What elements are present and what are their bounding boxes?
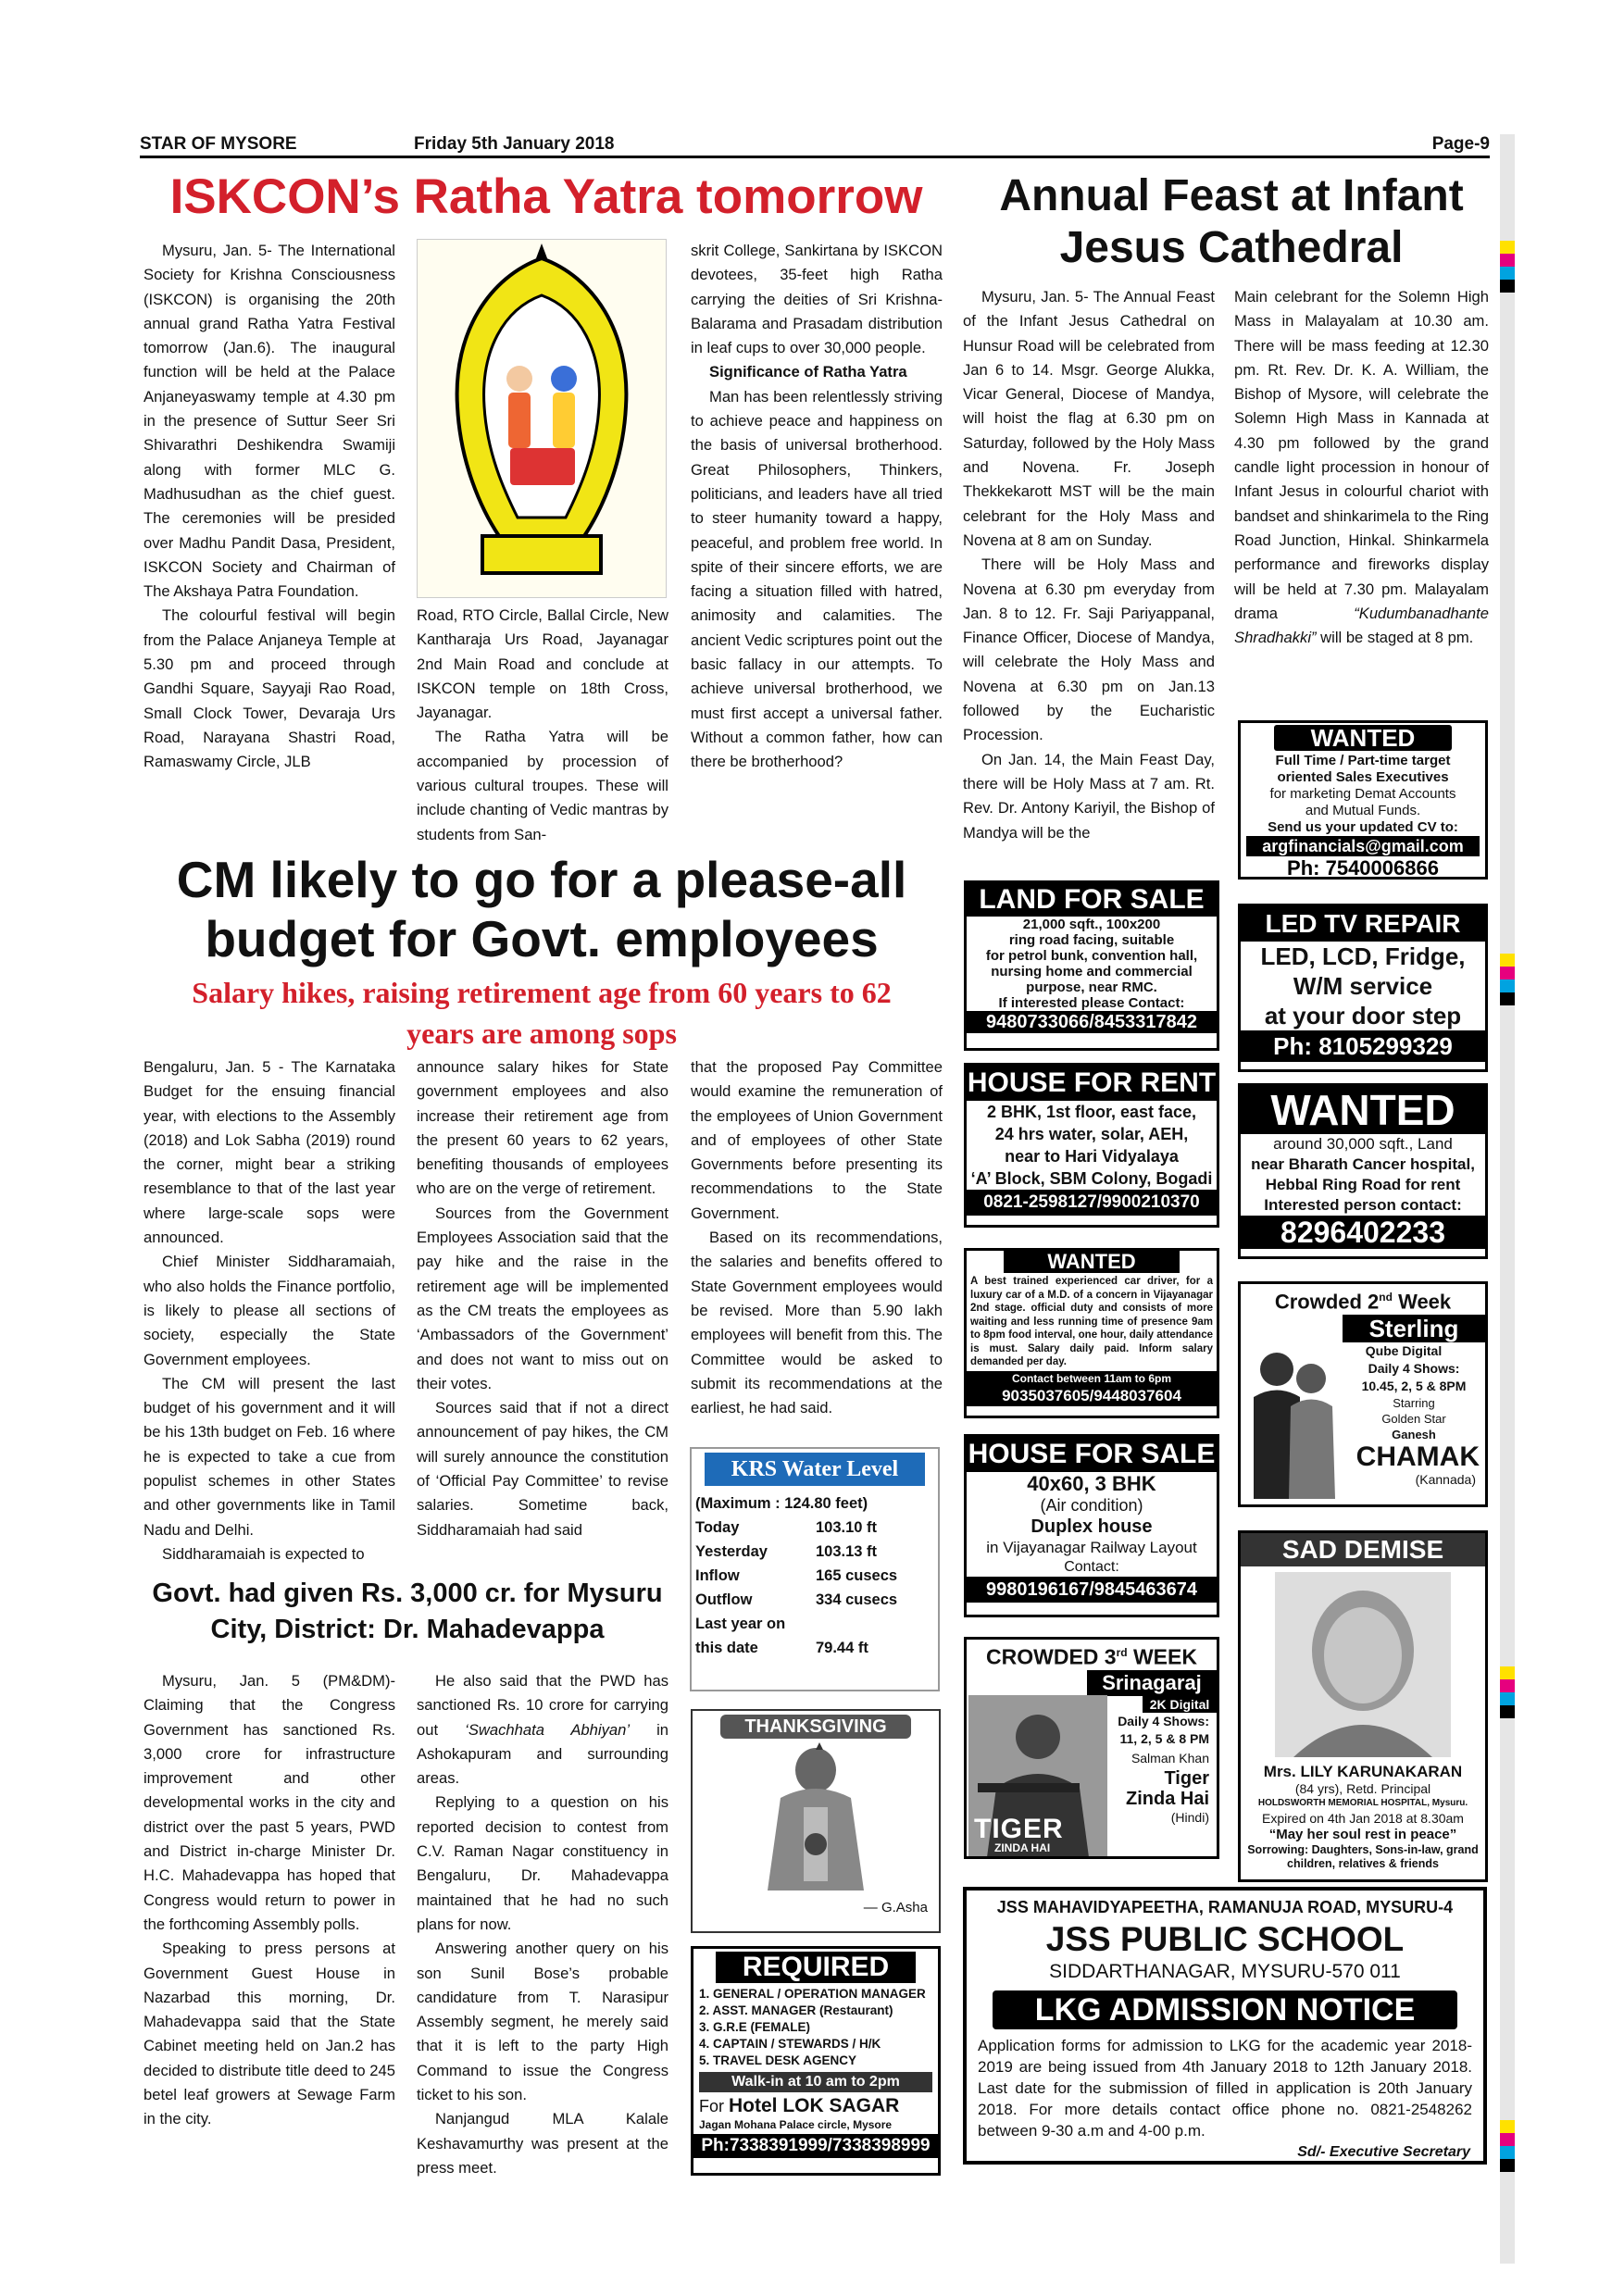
govt-italic: ‘Swachhata Abhiyan’ (465, 1720, 631, 1739)
feast-body-tail: will be staged at 8 pm. (1320, 629, 1474, 647)
school-place: SIDDARTHANAGAR, MYSURU-570 011 (1049, 1961, 1401, 1982)
ad-line: around 30,000 sqft., Land (1273, 1135, 1453, 1153)
ad-title: LED TV REPAIR (1241, 906, 1485, 942)
ad-line: purpose, near RMC. (1026, 980, 1157, 995)
deceased-name: Mrs. LILY KARUNAKARAN (1263, 1763, 1463, 1780)
ad-house-for-sale (964, 1434, 1219, 1617)
expired: Expired on 4th Jan 2018 at 8.30am (1262, 1811, 1464, 1826)
ad-title: HOUSE FOR SALE (967, 1437, 1217, 1472)
ad-sterling-chamak (1238, 1281, 1488, 1507)
paragraph: There will be Holy Mass and Novena at 6.30 pm everyday from Jan. 8 to 12. Fr. Saji Pariyappanal, Finance Officer, Diocese of Mandya, will celebrate the Holy Mass and Novena at 6.30 pm on Jan.13 followed by the Eucharistic Procession. (963, 555, 1215, 744)
govt-headline: Govt. had given Rs. 3,000 cr. for Mysuru City, District: Dr. Mahadevappa (152, 1578, 663, 1644)
paragraph: Sources said that if not a direct announcement of pay hikes, the CM will surely announce the constitution of ‘Official Pay Committee’ to revise salaries. Sometime back, Siddharamaiah had said (417, 1399, 668, 1539)
walkin: Walk-in at 10 am to 2pm (699, 2072, 932, 2092)
paragraph: Mysuru, Jan. 5 (PM&DM)- Claiming that the Congress Government has sanctioned Rs. 3,000 crore for infrastructure improvement and other developmental works in the city and district over the past 5 years, PWD and District in-charge Minister Dr. H.C. Mahadevappa has hoped that Congress would return to power in the forthcoming Assembly polls. (144, 1672, 395, 1933)
ad-line: 40x60, 3 BHK (1027, 1472, 1156, 1495)
ad-line: Full Time / Part-time target (1275, 753, 1451, 768)
govt-text: He also said that the PWD has sanctioned Rs. 10 crore for carrying out (417, 1672, 668, 1739)
paragraph: Mysuru, Jan. 5- The Annual Feast of the Infant Jesus Cathedral on Hunsur Road will be celebrated from Jan 6 to 14. Msgr. George Alukka, Vicar General, Diocese of Mandya, will hoist the flag at 6.30 pm on Saturday, followed by the Holy Mass and Novena. Fr. Joseph Thekkekarott MST will be the main celebrant for the Holy Mass and Novena at 8 am on Sunday. (963, 288, 1215, 549)
iskcon-headline: ISKCON’s Ratha Yatra tomorrow (169, 169, 923, 224)
issue-date: Friday 5th January 2018 (414, 134, 615, 154)
ad-line: Hebbal Ring Road for rent (1265, 1176, 1461, 1193)
ad-phone: Ph:7338391999/7338398999 (693, 2134, 938, 2158)
ad-line: in Vijayanagar Railway Layout (986, 1539, 1197, 1556)
feast-col1 (963, 285, 1215, 845)
drama-title: “Kudumbanadhante Shradhakki” (1234, 604, 1489, 647)
ad-line: ring road facing, suitable (1008, 932, 1175, 948)
ad-signature: — G.Asha (863, 1900, 928, 1915)
paragraph (1234, 285, 1489, 650)
ad-title: WANTED (1241, 1086, 1485, 1134)
krs-row: this date 79.44 ft (695, 1640, 868, 1656)
iskcon-col2 (417, 604, 668, 847)
required-item: 2. ASST. MANAGER (Restaurant) (699, 2003, 893, 2017)
ad-title: WANTED (1274, 725, 1452, 751)
paragraph: Nanjangud MLA Kalale Keshavamurthy was present at the press meet. (417, 2110, 668, 2177)
ad-wanted-land (1238, 1083, 1488, 1259)
ad-phone: 9035037605/9448037604 (967, 1386, 1217, 1406)
paragraph: Chief Minister Siddharamaiah, who also holds the Finance portfolio, is likely to please all sections of society, especially the State Government employees. (144, 1253, 395, 1368)
paragraph: Mysuru, Jan. 5- The International Society for Krishna Consciousness (ISKCON) is organising the 20th annual grand Ratha Yatra Festival tomorrow (Jan.6). The inaugural function will be held at the Palace Anjaneyaswamy temple at 4.30 pm in the presence of Suttur Seer Sri Shivarathri Deshikendra Swamiji along with former MLC G. Madhusudhan as the chief guest. The ceremonies will be presided over Madhu Pandit Dasa, President, ISKCON Society and Chairman of The Akshaya Patra Foundation. (144, 242, 395, 601)
portrait (1275, 1572, 1451, 1757)
hotel-name: Hotel LOK SAGAR (729, 2095, 900, 2116)
ad-line: at your door step (1264, 1002, 1462, 1029)
krs-water-level (690, 1447, 940, 1691)
page-number: Page-9 (1431, 134, 1490, 154)
poster-title: TIGER (974, 1814, 1064, 1844)
paragraph: Replying to a question on his reported decision to contest from C.V. Raman Nagar constituency in Bengaluru, Dr. Mahadevappa maintained that he had no such plans for now. (417, 1793, 668, 1933)
ad-contact: Contact: (1064, 1559, 1119, 1575)
signature: Sd/- Executive Secretary (1297, 2144, 1470, 2160)
film-title: Tiger (1164, 1767, 1209, 1789)
iskcon-col3 (691, 239, 943, 775)
ad-title: REQUIRED (716, 1952, 916, 1983)
ad-title: WANTED (1004, 1251, 1180, 1273)
ad-email[interactable]: argfinancials@gmail.com (1246, 836, 1480, 856)
iskcon-col1 (144, 239, 395, 775)
cm-col1 (144, 1055, 395, 1566)
paragraph: Siddharamaiah is expected to (162, 1544, 365, 1563)
ad-phone: Ph: 8105299329 (1241, 1030, 1485, 1062)
color-marks (1500, 2120, 1515, 2172)
ad-title: THANKSGIVING (720, 1715, 911, 1739)
film-lang: (Hindi) (1170, 1809, 1209, 1825)
color-marks (1500, 241, 1515, 293)
theatre-name: Srinagaraj (1087, 1670, 1217, 1696)
govt-col1 (144, 1669, 395, 2132)
required-item: 4. CAPTAIN / STEWARDS / H/K (699, 2037, 881, 2051)
ad-line: oriented Sales Executives (1277, 769, 1449, 785)
paragraph: Based on its recommendations, the salaries and benefits offered to State Government employees would be revised. More than 5.90 lakh employees will benefit from this. The Committee would be asked to submit its recommendations at the earliest, he had said. (691, 1229, 943, 1417)
infant-jesus-image (693, 1742, 939, 1900)
color-marks (1500, 954, 1515, 1005)
crowded-line: Crowded 2nd Week (1274, 1290, 1452, 1314)
ad-body: A best trained experienced car driver, for a luxury car of a M.D. of a concern in Vijayanagar 2nd stage. official duty and consists of more waiting and less running time of presence 9am to 8pm food interval, one hour, daily attendance is must. Salary daily paid. Inform salary demanded per day. (970, 1276, 1213, 1367)
required-item: 3. G.R.E (FEMALE) (699, 2020, 811, 2034)
hospital: HOLDSWORTH MEMORIAL HOSPITAL, Mysuru. (1257, 1798, 1468, 1808)
qube: Qube Digital (1365, 1343, 1443, 1359)
sorrowing: Sorrowing: Daughters, Sons-in-law, grand children, relatives & friends (1247, 1843, 1479, 1870)
krs-max: (Maximum : 124.80 feet) (695, 1495, 868, 1512)
ad-phone: 9980196167/9845463674 (967, 1577, 1217, 1603)
required-item: 5. TRAVEL DESK AGENCY (699, 2053, 857, 2067)
ad-line: Duplex house (1031, 1516, 1153, 1537)
govt-col2 (417, 1669, 668, 2180)
paragraph: Bengaluru, Jan. 5 - The Karnataka Budget for the ensuing financial year, with elections to the Assembly (2018) and Lok Sabha (2019) round the corner, might bear a striking resemblance to that of the last year where large-scale sops were announced. (144, 1058, 395, 1247)
film-title: CHAMAK (1355, 1441, 1480, 1473)
masthead (140, 132, 1490, 158)
krs-row: Today 103.10 ft (695, 1519, 878, 1536)
feast-col2 (1234, 285, 1489, 650)
paper-name: STAR OF MYSORE (140, 134, 297, 154)
ad-line: LED, LCD, Fridge, (1260, 942, 1466, 970)
ad-house-for-rent (964, 1063, 1219, 1228)
paragraph: announce salary hikes for State government employees and also increase their retirement age from the present 60 years to 62 years, benefiting thousands of employees who are on the verge of retirement. (417, 1058, 668, 1198)
ad-thanksgiving (691, 1709, 941, 1933)
movie-poster-couple (1244, 1341, 1346, 1499)
paragraph (417, 1669, 668, 1791)
ad-required (691, 1946, 941, 2176)
film-lang: (Kannada) (1415, 1472, 1476, 1488)
cm-headline: CM likely to go for a please-all budget for Govt. employees (176, 851, 907, 967)
ad-line: ‘A’ Block, SBM Colony, Bogadi (970, 1169, 1213, 1188)
color-marks (1500, 1666, 1515, 1718)
paragraph: Answering another query on his son Sunil Bose’s probable candidature from T. Narasipur Assembly segment, he merely said that it is left to the party High Command to issue the Congress ticket to his son. (417, 1940, 668, 2104)
hotel-line: For Hotel LOK SAGAR (699, 2095, 900, 2116)
ad-line: near to Hari Vidyalaya (1005, 1147, 1179, 1166)
registration-strip (1500, 134, 1515, 2264)
krs-title: KRS Water Level (705, 1453, 925, 1486)
shows: Daily 4 Shows: (1368, 1361, 1460, 1377)
star-title: Golden Star (1381, 1412, 1446, 1427)
shows: Daily 4 Shows: (1118, 1713, 1209, 1728)
krs-row: Inflow 165 cusecs (695, 1567, 898, 1584)
ratha-illustration (417, 239, 667, 598)
starring: Starring (1393, 1396, 1435, 1411)
paragraph: The CM will present the last budget of his government and it will be his 13th budget on Feb. 16 where he is expected to take a cue from populist schemes in other States and other governments like in Tamil Nadu and Delhi. (144, 1374, 395, 1539)
ad-line: Interested person contact: (1264, 1196, 1462, 1214)
ad-line: and Mutual Funds. (1305, 803, 1421, 818)
hotel-address: Jagan Mohana Palace circle, Mysore (699, 2118, 893, 2131)
krs-row: Yesterday 103.13 ft (695, 1543, 878, 1560)
ad-line: nursing home and commercial (991, 964, 1193, 980)
ad-contact: Contact between 11am to 6pm (967, 1371, 1217, 1386)
show-times: 10.45, 2, 5 & 8PM (1361, 1379, 1467, 1394)
star-name: Ganesh (1392, 1428, 1436, 1442)
ad-land-for-sale (964, 880, 1219, 1051)
ad-srinagaraj-tiger (964, 1637, 1219, 1859)
ad-line: for marketing Demat Accounts (1269, 786, 1456, 802)
paragraph: Speaking to press persons at Government Guest House in Nazarbad this morning, Dr. Mahadevappa said that the State Cabinet meeting held on Jan.2 has decided to distribute title deed to 245 betel leaf growers at Sewage Farm in the city. (144, 1940, 395, 2128)
ad-line: W/M service (1293, 972, 1433, 1000)
ad-line: 21,000 sqft., 100x200 (1022, 917, 1161, 932)
ad-title: SAD DEMISE (1241, 1533, 1485, 1566)
digital: 2K Digital (1143, 1696, 1217, 1713)
paragraph: Man has been relentlessly striving to achieve peace and happiness on the basis of universal brotherhood. Great Philosophers, Thinkers, politicians, and leaders have all tried to steer humanity toward a happy, peaceful, and problem free world. In spite of their sincere efforts, we are facing a situation filled with hatred, animosity and calamities. The ancient Vedic scriptures point out the basic fallacy in our attempts. To achieve universal brotherhood, we must first accept a universal father. Without a common father, how can there be brotherhood? (691, 387, 943, 771)
paragraph: that the proposed Pay Committee would examine the remuneration of the employees of Union Government and of employees of other State Governments before presenting its recommendations to the State Government. (691, 1058, 943, 1222)
ad-line: 24 hrs water, solar, AEH, (994, 1125, 1189, 1143)
ad-line: for petrol bunk, convention hall, (985, 948, 1198, 964)
ad-line: Send us your updated CV to: (1268, 819, 1458, 835)
required-item: 1. GENERAL / OPERATION MANAGER (699, 1987, 926, 2001)
school-name: JSS PUBLIC SCHOOL (1045, 1920, 1405, 1958)
paragraph: Road, RTO Circle, Ballal Circle, New Kantharaja Urs Road, Jayanagar 2nd Main Road and conclude at ISKCON temple on 18th Cross, Jayanagar. (417, 606, 668, 722)
crowded-line: CROWDED 3rd WEEK (986, 1644, 1197, 1669)
deceased-age: (84 yrs), Retd. Principal (1294, 1781, 1431, 1796)
paragraph: The colourful festival will begin from the Palace Anjaneya Temple at 5.30 pm and proceed through Gandhi Square, Sayyaji Rao Road, Small Clock Tower, Devaraja Urs Road, Narayana Shastri Road, Ramaswamy Circle, JLB (144, 606, 395, 771)
ad-phone: 0821-2598127/9900210370 (967, 1190, 1217, 1216)
ad-title: LAND FOR SALE (967, 883, 1217, 917)
feast-body: Main celebrant for the Solemn High Mass in Malayalam at 10.30 am. There will be mass feeding at 12.30 pm. Rt. Rev. Dr. K. A. William, the Bishop of Mysore, will celebrate the Solemn High Mass in Kannada at 4.30 pm followed by the grand candle light procession in honour of Infant Jesus in colourful chariot with bandset and shinkarimela to the Ring Road Junction, Hinkal. Shinkarmela performance and fireworks display will be held at 7.30 pm. Malayalam drama (1234, 288, 1489, 622)
ad-phone: Ph: 7540006866 (1241, 856, 1485, 880)
ad-sad-demise (1238, 1530, 1488, 1882)
ad-line: (Air condition) (1040, 1496, 1143, 1515)
cm-col3 (691, 1055, 943, 1420)
cm-col2 (417, 1055, 668, 1542)
notice-body: Application forms for admission to LKG for the academic year 2018-2019 are being issued from 4th January 2018 to 12th January 2018. Last date for the submission of filled in application is 20th January 2018. For more details contact office phone no. 0821-2548262 between 9-30 a.m and 4-00 p.m. (978, 2037, 1472, 2140)
poster-subtitle: ZINDA HAI (994, 1841, 1051, 1854)
jss-top: JSS MAHAVIDYAPEETHA, RAMANUJA ROAD, MYSURU-4 (996, 1898, 1454, 1916)
feast-headline: Annual Feast at Infant Jesus Cathedral (999, 171, 1464, 272)
ad-line: 2 BHK, 1st floor, east face, (986, 1103, 1197, 1121)
paragraph: On Jan. 14, the Main Feast Day, there will be Holy Mass at 7 am. Rt. Rev. Dr. Antony Kariyil, the Bishop of Mandya will be the (963, 750, 1215, 842)
ad-line: If interested please Contact: (998, 995, 1185, 1011)
ad-led-tv-repair (1238, 904, 1488, 1072)
ad-jss-admission (963, 1887, 1487, 2165)
paragraph: The Ratha Yatra will be accompanied by procession of various cultural troupes. These will include chanting of Vedic mantras by students from San- (417, 728, 668, 843)
theatre-name: Sterling (1343, 1315, 1485, 1342)
subhead: Significance of Ratha Yatra (709, 363, 907, 381)
film-title: Zinda Hai (1125, 1788, 1209, 1809)
krs-row: Outflow 334 cusecs (695, 1591, 898, 1608)
show-times: 11, 2, 5 & 8 PM (1119, 1730, 1209, 1746)
notice-title: LKG ADMISSION NOTICE (993, 1990, 1457, 2029)
paragraph: skrit College, Sankirtana by ISKCON devotees, 35-feet high Ratha carrying the deities of Sri Krishna-Balarama and Prasadam distribution in leaf cups to over 30,000 people. (691, 242, 943, 357)
ad-line: near Bharath Cancer hospital, (1251, 1155, 1475, 1173)
krs-row: Last year on (695, 1616, 786, 1632)
paragraph: Sources from the Government Employees Association said that the pay hike and the raise in the retirement age will be implemented as the CM treats the employees as ‘Ambassadors of the Government’ and does not want to miss out on their votes. (417, 1204, 668, 1392)
ad-phone: 9480733066/8453317842 (967, 1011, 1217, 1033)
ad-wanted-sales (1238, 720, 1488, 880)
rip: “May her soul rest in peace” (1268, 1827, 1457, 1842)
ad-title: HOUSE FOR RENT (967, 1066, 1217, 1101)
govt-text: in Ashokapuram and surrounding areas. (417, 1720, 668, 1788)
ad-wanted-driver (964, 1248, 1219, 1418)
cm-subheadline: Salary hikes, raising retirement age from 60 years to 62 years are among sops (192, 976, 892, 1050)
ad-phone: 8296402233 (1241, 1216, 1485, 1249)
star: Salman Khan (1131, 1750, 1209, 1766)
